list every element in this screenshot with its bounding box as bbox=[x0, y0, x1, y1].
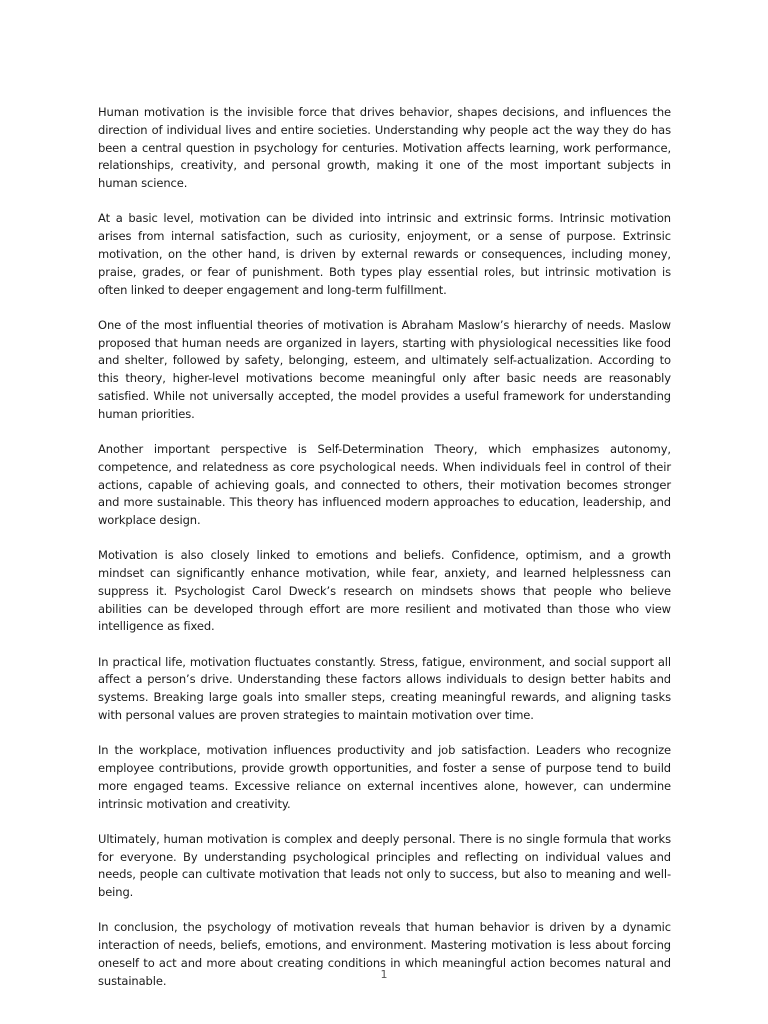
document-body bbox=[98, 104, 671, 1008]
paragraph-ultimately: Ultimately, human motivation is complex and deeply personal. There is no single formula that works for everyone. By understanding psychological principles and reflecting on individual values and needs, people can cultivate motivation that leads not only to success, but also to meaning and well-being. bbox=[98, 831, 671, 900]
paragraph-maslow: One of the most influential theories of motivation is Abraham Maslow’s hierarchy of needs. Maslow proposed that human needs are organized in layers, starting with physiological necessities like food and shelter, followed by safety, belonging, esteem, and ultimately self-actualization. According to this theory, higher-level motivations become meaningful only after basic needs are reasonably satisfied. While not universally accepted, the model provides a useful framework for understanding human priorities. bbox=[98, 317, 671, 421]
paragraph-self-determination: Another important perspective is Self-Determination Theory, which emphasizes autonomy, competence, and relatedness as core psychological needs. When individuals feel in control of their actions, capable of achieving goals, and connected to others, their motivation becomes stronger and more sustainable. This theory has influenced modern approaches to education, leadership, and workplace design. bbox=[98, 441, 671, 528]
paragraph-workplace: In the workplace, motivation influences productivity and job satisfaction. Leaders who recognize employee contributions, provide growth opportunities, and foster a sense of purpose tend to build more engaged teams. Excessive reliance on external incentives alone, however, can undermine intrinsic motivation and creativity. bbox=[98, 743, 671, 811]
paragraph-emotions-beliefs: Motivation is also closely linked to emotions and beliefs. Confidence, optimism, and a growth mindset can significantly enhance motivation, while fear, anxiety, and learned helplessness can suppress it. Psychologist Carol Dweck’s research on mindsets shows that people who believe abilities can be developed through effort are more resilient and motivated than those who view intelligence as fixed. bbox=[98, 548, 671, 634]
paragraph-intrinsic-extrinsic: At a basic level, motivation can be divided into intrinsic and extrinsic forms. Intrinsic motivation arises from internal satisfaction, such as curiosity, enjoyment, or a sense of purpose. Extrinsic motivation, on the other hand, is driven by external rewards or consequences, including money, praise, grades, or fear of punishment. Both types play essential roles, but intrinsic motivation is often linked to deeper engagement and long-term fulfillment. bbox=[98, 211, 671, 297]
paragraph-practical-life: In practical life, motivation fluctuates constantly. Stress, fatigue, environment, and social support all affect a person’s drive. Understanding these factors allows individuals to design better habits and systems. Breaking large goals into smaller steps, creating meaningful rewards, and aligning tasks with personal values are proven strategies to maintain motivation over time. bbox=[98, 654, 671, 723]
paragraph-intro: Human motivation is the invisible force that drives behavior, shapes decisions, and influences the direction of individual lives and entire societies. Understanding why people act the way they do has been a central question in psychology for centuries. Motivation affects learning, work performance, relationships, creativity, and personal growth, making it one of the most important subjects in human science. bbox=[98, 105, 671, 191]
paragraph-conclusion: In conclusion, the psychology of motivation reveals that human behavior is driven by a dynamic interaction of needs, beliefs, emotions, and environment. Mastering motivation is less about forcing oneself to act and more about creating conditions in which meaningful action becomes natural and sustainable. bbox=[98, 920, 671, 988]
page-number: 1 bbox=[380, 968, 388, 981]
